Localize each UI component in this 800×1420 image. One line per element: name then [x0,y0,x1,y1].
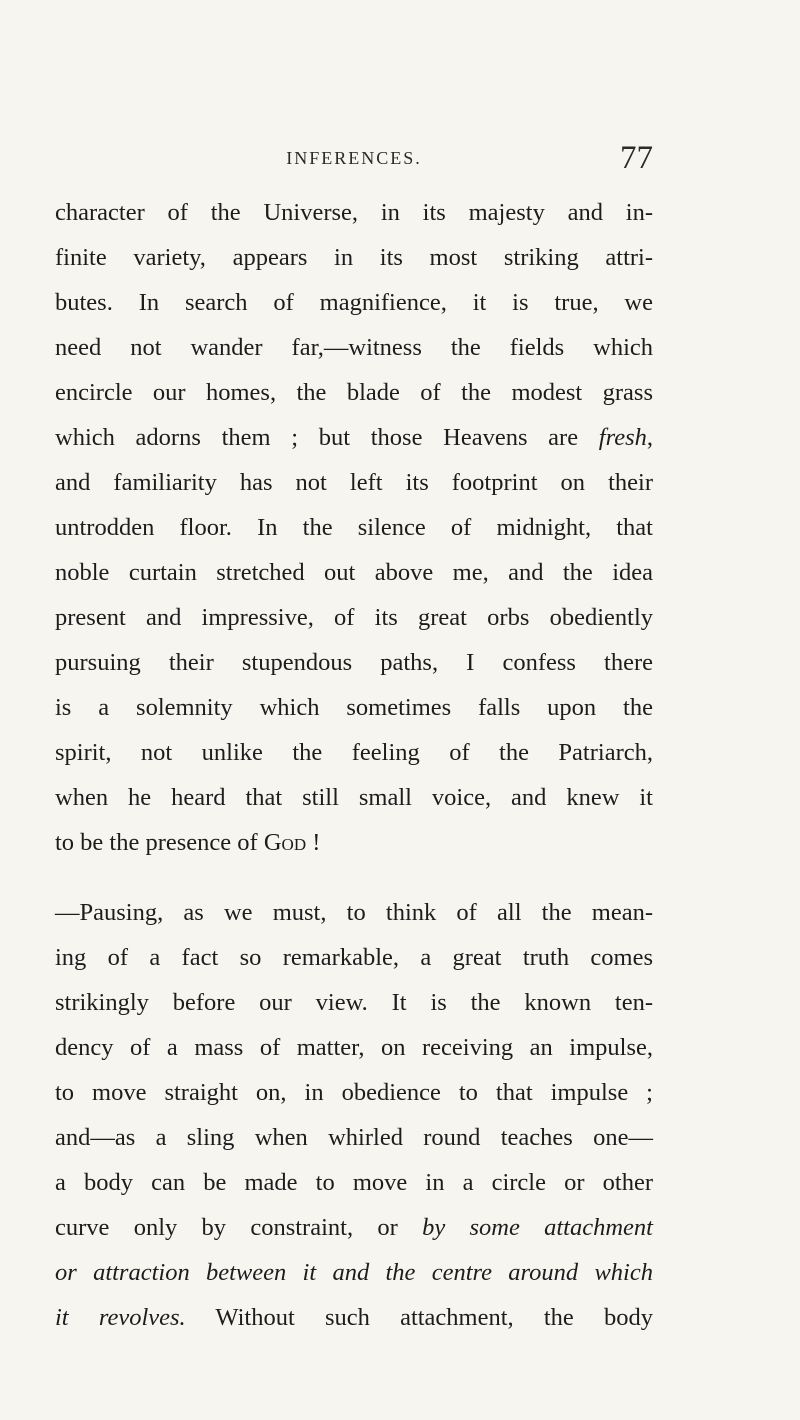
text-line: and familiarity has not left its footprint on their [55,469,653,496]
running-title: INFERENCES. [286,148,422,168]
running-head [55,140,653,180]
text-line: encircle our homes, the blade of the modest grass [55,379,653,406]
text-line: to move straight on, in obedience to that impulse ; [55,1079,653,1106]
body-text [55,190,653,1340]
text-line: finite variety, appears in its most striking attri- [55,244,653,271]
text-line: present and impressive, of its great orbs obediently [55,604,653,631]
text-line: strikingly before our view. It is the known ten- [55,989,653,1016]
text-run: which adorns them ; but those Heavens are [55,424,599,451]
text-line: dency of a mass of matter, on receiving an impulse, [55,1034,653,1061]
text-line: character of the Universe, in its majesty and in- [55,199,653,226]
text-line: a body can be made to move in a circle or other [55,1169,653,1196]
page-number: 77 [620,140,653,176]
text-line [55,415,653,460]
italic-word: fresh [598,424,647,451]
text-line [55,1205,653,1250]
text-line [55,820,653,865]
text-line: noble curtain stretched out above me, and the idea [55,559,653,586]
text-line: pursuing their stupendous paths, I confess there [55,649,653,676]
text-run: ! [306,829,321,856]
text-line [55,1295,653,1340]
text-run: to be the presence of [55,829,264,856]
text-line: spirit, not unlike the feeling of the Patriarch, [55,739,653,766]
text-line: and—as a sling when whirled round teaches one— [55,1124,653,1151]
italic-run: by some attachment [422,1214,653,1241]
text-line: untrodden floor. In the silence of midnight, that [55,514,653,541]
text-run: Without such attachment, the body [185,1304,654,1331]
text-line: butes. In search of magnifience, it is true, we [55,289,653,316]
paragraph-gap [55,865,653,890]
text-line: when he heard that still small voice, and knew it [55,784,653,811]
text-line: —Pausing, as we must, to think of all the mean- [55,899,653,926]
small-caps-word: God [263,829,307,856]
text-line: ing of a fact so remarkable, a great truth comes [55,944,653,971]
text-run: , [646,424,653,451]
italic-run: it revolves. [55,1304,186,1331]
text-line: is a solemnity which sometimes falls upon the [55,694,653,721]
text-run: curve only by constraint, or [55,1214,423,1241]
text-line: need not wander far,—witness the fields which [55,334,653,361]
italic-line: or attraction between it and the centre around which [55,1259,653,1286]
